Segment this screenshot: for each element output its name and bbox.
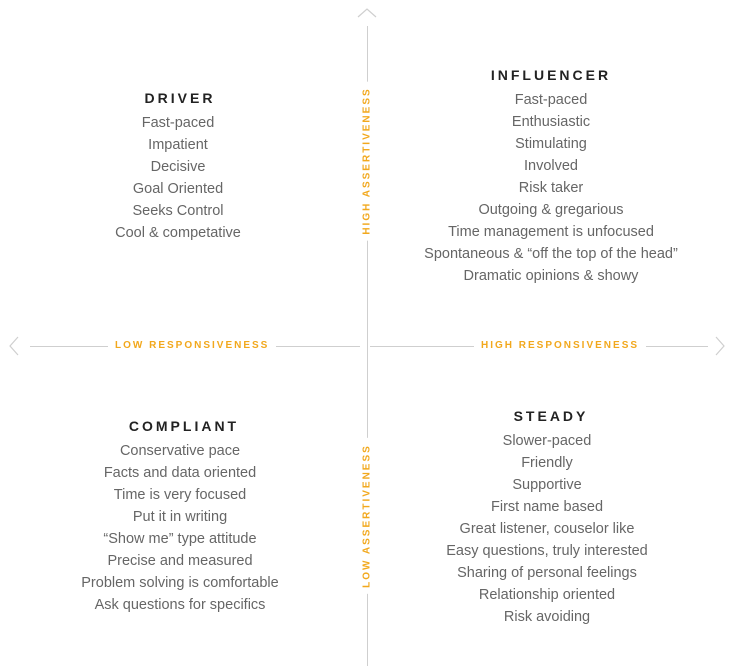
list-item: Ask questions for specifics bbox=[94, 597, 266, 613]
list-item: Great listener, couselor like bbox=[459, 521, 635, 537]
list-item: Involved bbox=[523, 158, 578, 174]
list-item: Conservative pace bbox=[119, 443, 241, 459]
influencer-title: INFLUENCER bbox=[490, 67, 612, 83]
list-item: Enthusiastic bbox=[511, 114, 591, 130]
list-item: Supportive bbox=[512, 477, 582, 493]
high-responsiveness-label: HIGH RESPONSIVENESS bbox=[474, 340, 646, 351]
list-item: Impatient bbox=[148, 137, 208, 153]
list-item: Risk taker bbox=[518, 180, 584, 196]
list-item: Relationship oriented bbox=[478, 587, 616, 603]
list-item: Risk avoiding bbox=[503, 609, 591, 625]
list-item: Cool & competative bbox=[115, 225, 241, 241]
list-item: Seeks Control bbox=[132, 203, 224, 219]
steady-title: STEADY bbox=[513, 408, 589, 424]
arrow-right-icon bbox=[714, 336, 728, 356]
list-item: Fast-paced bbox=[514, 92, 588, 108]
arrow-left-icon bbox=[6, 336, 20, 356]
driver-quadrant bbox=[78, 90, 278, 244]
list-item: Spontaneous & “off the top of the head” bbox=[424, 246, 678, 262]
list-item: Facts and data oriented bbox=[103, 465, 257, 481]
low-responsiveness-label: LOW RESPONSIVENESS bbox=[108, 340, 276, 351]
list-item: Friendly bbox=[521, 455, 573, 471]
influencer-quadrant bbox=[401, 67, 701, 287]
list-item: Goal Oriented bbox=[132, 181, 224, 197]
list-item: Easy questions, truly interested bbox=[446, 543, 648, 559]
list-item: First name based bbox=[490, 499, 604, 515]
steady-quadrant bbox=[417, 408, 677, 628]
list-item: Time management is unfocused bbox=[448, 224, 654, 240]
compliant-title: COMPLIANT bbox=[128, 418, 240, 434]
list-item: Sharing of personal feelings bbox=[457, 565, 637, 581]
list-item: Fast-paced bbox=[141, 115, 215, 131]
list-item: Problem solving is comfortable bbox=[81, 575, 279, 591]
list-item: Dramatic opinions & showy bbox=[463, 268, 639, 284]
list-item: Outgoing & gregarious bbox=[478, 202, 624, 218]
list-item: Decisive bbox=[150, 159, 206, 175]
list-item: Stimulating bbox=[515, 136, 587, 152]
list-item: Slower-paced bbox=[502, 433, 592, 449]
high-assertiveness-label: HIGH ASSERTIVENESS bbox=[362, 81, 373, 240]
compliant-quadrant bbox=[50, 418, 310, 616]
list-item: Precise and measured bbox=[107, 553, 253, 569]
list-item: Put it in writing bbox=[132, 509, 228, 525]
low-assertiveness-label: LOW ASSERTIVENESS bbox=[362, 438, 373, 594]
driver-title: DRIVER bbox=[144, 90, 216, 106]
list-item: “Show me” type attitude bbox=[103, 531, 257, 547]
list-item: Time is very focused bbox=[113, 487, 247, 503]
arrow-up-icon bbox=[357, 5, 377, 19]
